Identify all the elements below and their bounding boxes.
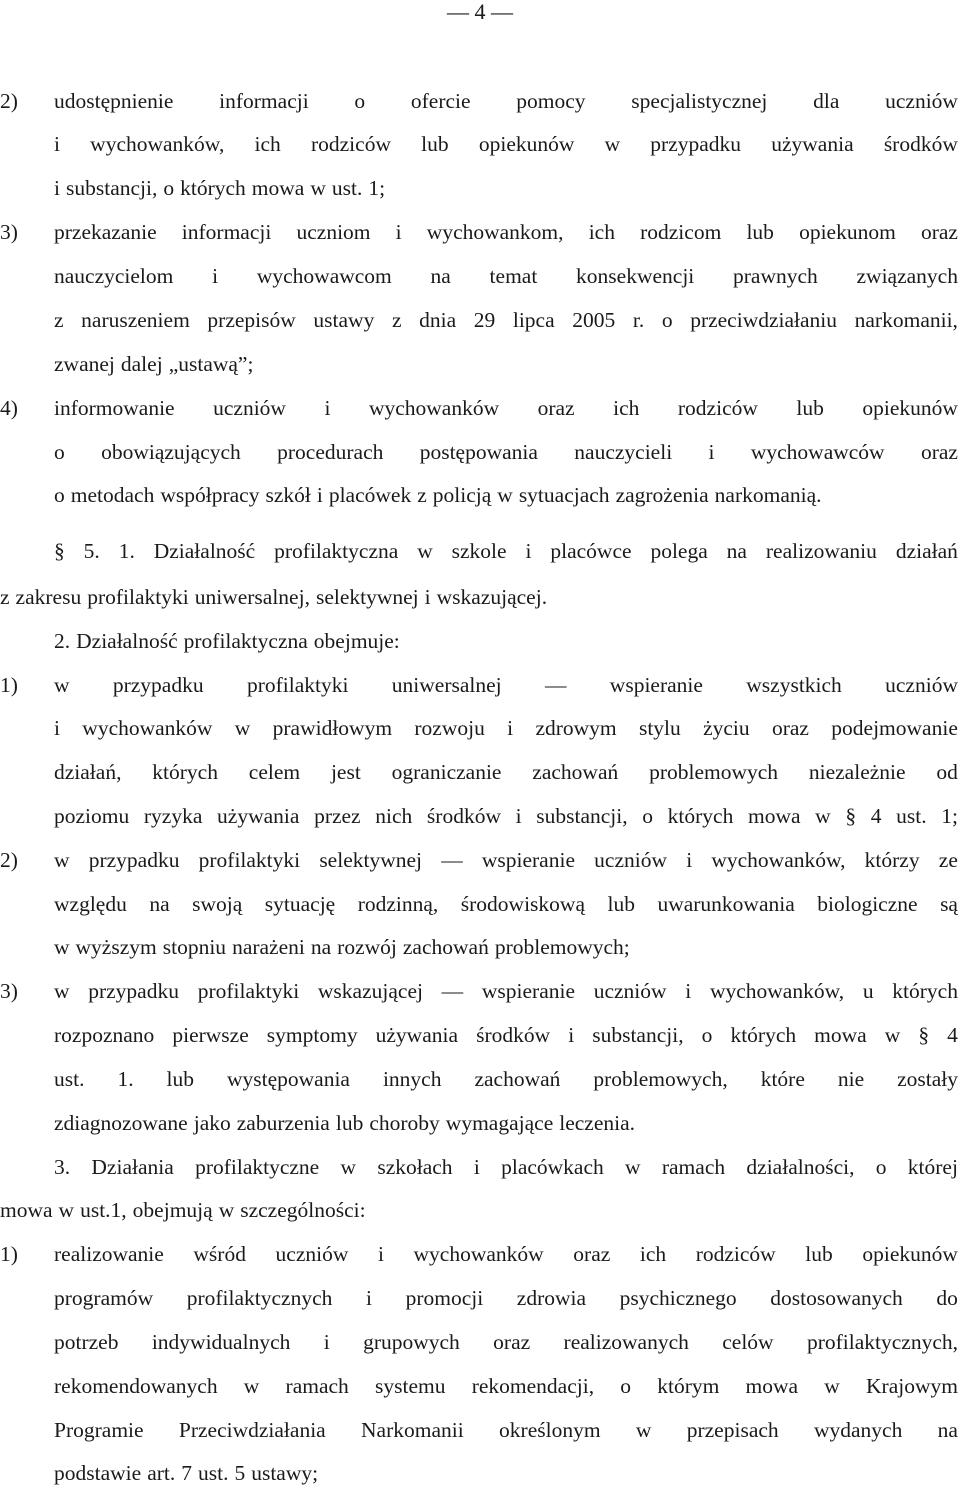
text-line: § 5. 1. Działalność profilaktyczna w szkole i placówce polega na realizowaniu działań — [54, 539, 958, 563]
list-number: 1) — [0, 673, 18, 697]
text-line: zdiagnozowane jako zaburzenia lub choroby wymagające leczenia. — [54, 1111, 636, 1135]
list-number: 2) — [0, 848, 18, 872]
text-line: z zakresu profilaktyki uniwersalnej, selektywnej i wskazującej. — [0, 585, 548, 609]
list-number: 3) — [0, 979, 18, 1003]
page-number: — 4 — — [447, 0, 513, 24]
text-line: realizowanie wśród uczniów i wychowanków oraz ich rodziców lub opiekunów — [54, 1242, 958, 1266]
text-line: informowanie uczniów i wychowanków oraz ich rodziców lub opiekunów — [54, 396, 958, 420]
list-number: 4) — [0, 396, 18, 420]
text-line: rozpoznano pierwsze symptomy używania środków i substancji, o których mowa w § 4 — [54, 1023, 958, 1047]
text-line: działań, których celem jest ograniczanie zachowań problemowych niezależnie od — [54, 760, 958, 784]
text-line: zwanej dalej „ustawą”; — [54, 352, 254, 376]
list-number: 1) — [0, 1242, 18, 1266]
text-line: w wyższym stopniu narażeni na rozwój zachowań problemowych; — [54, 935, 630, 959]
text-line: potrzeb indywidualnych i grupowych oraz realizowanych celów profilaktycznych, — [54, 1330, 958, 1354]
text-line: podstawie art. 7 ust. 5 ustawy; — [54, 1461, 319, 1485]
text-line: udostępnienie informacji o ofercie pomocy specjalistycznej dla uczniów — [54, 89, 958, 113]
text-line: i substancji, o których mowa w ust. 1; — [54, 176, 386, 200]
text-line: nauczycielom i wychowawcom na temat konsekwencji prawnych związanych — [54, 264, 958, 288]
text-line: z naruszeniem przepisów ustawy z dnia 29 lipca 2005 r. o przeciwdziałaniu narkomanii, — [54, 308, 958, 332]
text-line: rekomendowanych w ramach systemu rekomendacji, o którym mowa w Krajowym — [54, 1374, 958, 1398]
text-line: i wychowanków, ich rodziców lub opiekunów w przypadku używania środków — [54, 132, 958, 156]
text-line: programów profilaktycznych i promocji zdrowia psychicznego dostosowanych do — [54, 1286, 958, 1310]
list-number: 2) — [0, 89, 18, 113]
text-line: przekazanie informacji uczniom i wychowankom, ich rodzicom lub opiekunom oraz — [54, 220, 958, 244]
text-line: 3. Działania profilaktyczne w szkołach i placówkach w ramach działalności, o której — [54, 1155, 958, 1179]
text-line: poziomu ryzyka używania przez nich środków i substancji, o których mowa w § 4 ust. 1; — [54, 804, 958, 828]
text-line: ust. 1. lub występowania innych zachowań problemowych, które nie zostały — [54, 1067, 958, 1091]
text-line: w przypadku profilaktyki selektywnej — wspieranie uczniów i wychowanków, którzy ze — [54, 848, 958, 872]
text-line: względu na swoją sytuację rodzinną, środowiskową lub uwarunkowania biologiczne są — [54, 892, 958, 916]
text-line: Programie Przeciwdziałania Narkomanii określonym w przepisach wydanych na — [54, 1418, 958, 1442]
text-line: o obowiązujących procedurach postępowania nauczycieli i wychowawców oraz — [54, 440, 958, 464]
text-line: 2. Działalność profilaktyczna obejmuje: — [54, 629, 400, 653]
text-line: i wychowanków w prawidłowym rozwoju i zdrowym stylu życiu oraz podejmowanie — [54, 716, 958, 740]
list-number: 3) — [0, 220, 18, 244]
text-line: w przypadku profilaktyki uniwersalnej — wspieranie wszystkich uczniów — [54, 673, 958, 697]
text-line: mowa w ust.1, obejmują w szczególności: — [0, 1198, 366, 1222]
text-line: o metodach współpracy szkół i placówek z policją w sytuacjach zagrożenia narkomanią. — [54, 483, 822, 507]
text-line: w przypadku profilaktyki wskazującej — wspieranie uczniów i wychowanków, u których — [54, 979, 958, 1003]
